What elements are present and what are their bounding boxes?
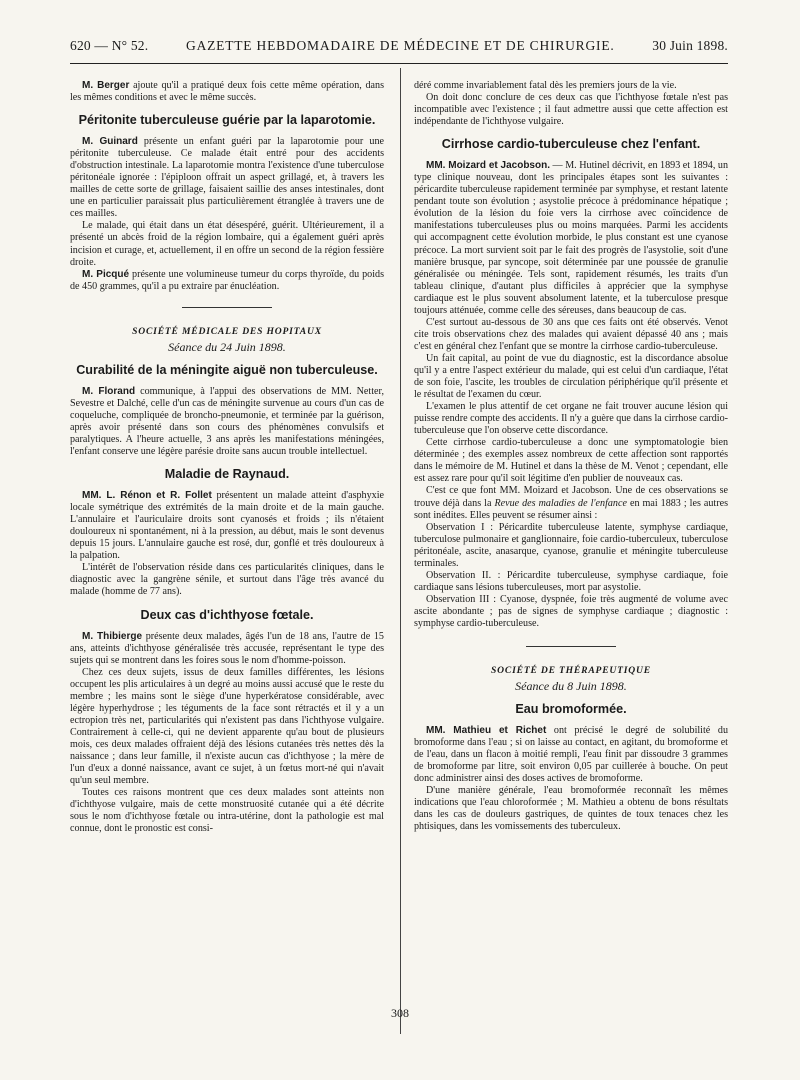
paragraph: C'est surtout au-dessous de 30 ans que ces faits ont été observés. Venot cite trois observations chez des malades qui avaient dépassé 40 ans ; mais c'est en général chez l'enfant que se montre la cirrhose cardio-tuberculeuse.	[414, 316, 728, 352]
section-title-ichthyose: Deux cas d'ichthyose fœtale.	[140, 607, 314, 622]
observation-3: Observation III : Cyanose, dyspnée, foie très augmenté de volume avec ascite abondante ; pas de signes de symphyse cardiaque ; diagnostic : symphyse cardio-tuberculeuse.	[414, 593, 728, 629]
journal-reference: Revue des maladies de l'enfance	[494, 497, 627, 509]
right-column	[414, 80, 728, 834]
paragraph: L'examen le plus attentif de cet organe ne fait trouver aucune lésion qui puisse rendre compte des accidents. Il n'y a guère que dans la cirrhose cardio-tuberculeuse que l'on observe cette discordance.	[414, 401, 728, 437]
paragraph: Un fait capital, au point de vue du diagnostic, est la discordance absolue qu'il y a entre l'aspect extérieur du malade, qui est celui d'un cardiaque, l'état de son foie, l'ascite, les troubles de circulation périphérique qu'il présente et le résultat de l'examen du cœur.	[414, 352, 728, 401]
observation-2: Observation II. : Péricardite tuberculeuse, symphyse cardiaque, foie cardiaque sans lésions tuberculeuses, mort par asystolie.	[414, 569, 728, 593]
paragraph: C'est ce que font MM. Moizard et Jacobson. Une de ces observations se trouve déjà dans la Revue des maladies de l'enfance en mai 1883 ; les autres sont inédites. Elles peuvent se résumer ainsi :	[414, 485, 729, 521]
section-title-raynaud: Maladie de Raynaud.	[164, 467, 290, 482]
header-rule	[70, 63, 728, 64]
berger-paragraph: M. Berger ajoute qu'il a pratiqué deux fois cette même opération, dans les mêmes conditions et avec le même succès.	[70, 80, 385, 104]
page-number: 308	[391, 1006, 409, 1020]
speaker-name: M. Picqué	[82, 268, 130, 280]
section-title-meningite: Curabilité de la méningite aiguë non tuberculeuse.	[76, 362, 378, 377]
session-date: Séance du 8 Juin 1898.	[515, 679, 627, 694]
column-divider	[400, 68, 401, 1034]
society-heading: SOCIÉTÉ DE THÉRAPEUTIQUE	[491, 665, 651, 677]
paragraph: Cette cirrhose cardio-tuberculeuse a donc une symptomatologie bien déterminée ; des exemples assez nombreux de cette affection sont rapportés dans le mémoire de M. Hutinel et dans la thèse de M. Venot ; cependant, elle est assez rare pour qu'il soit légitime d'en publier de nouveaux cas.	[414, 437, 728, 485]
speaker-name: MM. Mathieu et Richet	[426, 725, 547, 737]
header-date: 30 Juin 1898.	[652, 38, 728, 53]
paragraph: MM. L. Rénon et R. Follet présentent un malade atteint d'asphyxie locale symétrique des extrémités de la main droite et de la main gauche. L'annulaire et l'auriculaire droits sont cyanosés et froids ; ils n'étaient douloureux ni spontanément, ni à la pression, au début, mais le sont devenus depuis 15 jours. L'annulaire gauche est rosé, dur, gonflé et très douloureux à la palpation.	[70, 490, 384, 562]
speaker-name: M. Guinard	[82, 136, 138, 148]
paragraph: MM. Mathieu et Richet ont précisé le degré de solubilité du bromoforme dans l'eau ; si on laisse au contact, en agitant, du bromoforme et de l'eau, dans un flacon à moitié rempli, l'eau finit par dissoudre 3 grammes de bromoforme par litre, soit environ 0,05 par cuillerée à bouche. On peut donc administrer ainsi des doses actives de bromoforme.	[414, 725, 728, 785]
paragraph: L'intérêt de l'observation réside dans ces particularités cliniques, dans le diagnostic avec la gangrène sénile, et surtout dans l'âge très avancé du malade (homme de 77 ans).	[70, 562, 384, 598]
paragraph: Toutes ces raisons montrent que ces deux malades sont atteints non d'ichthyose vulgaire, mais de cette monstruosité cutanée qui a été décrite sous le nom d'ichthyose fœtale ou intra-utérine, dont la pathologie est mal connue, dont le pronostic est consi-	[70, 787, 384, 835]
speaker-name: M. Thibierge	[82, 630, 143, 642]
paragraph: M. Picqué présente une volumineuse tumeur du corps thyroïde, du poids de 450 grammes, qu'il a pu extraire par énucléation.	[70, 268, 384, 292]
paragraph: Chez ces deux sujets, issus de deux familles différentes, les lésions occupent les plis articulaires à un degré au moins aussi accusé que le reste du membre ; les mains sont le siège d'une hyperkératose considérable, avec légère hyperhydrose ; les téguments de la face sont rétractés et il y a un ectropion très net, particularités qui n'existent pas dans l'ichthyose vulgaire. Contrairement à celle-ci, qui ne devient apparente qu'au bout de plusieurs mois, ces deux malades offraient déjà des lésions cutanées très nettes dès la naissance ; dans leur famille, il n'existe aucun cas d'ichthyose ; la mère de l'un d'eux a donné naissance, avant ce sujet, à un fœtus mort-né qui n'avait qu'un seul membre.	[70, 666, 384, 787]
paragraph: Le malade, qui était dans un état désespéré, guérit. Ultérieurement, il a présenté un abcès froid de la région lombaire, qui a également guéri après incision et curage, et, actuellement, il en offre un second de la région fessière droite.	[70, 220, 384, 268]
paragraph: MM. Moizard et Jacobson. — M. Hutinel décrivit, en 1893 et 1894, un type clinique nouveau, dont les principales étapes sont les suivantes : péricardite tuberculeuse rapidement terminée par symphyse, et restant latente pendant toute son évolution ; asystolie précoce à prédominance hépatique ; évolution de la lésion du foie vers la cirrhose avec coïncidence de manifestations tuberculeuses plus ou moins marquées. Parmi les accidents qui accompagnent cette évolution morbide, le plus constant est une cyanose précoce. La mort survient soit par le fait des progrès de l'asystolie, soit d'une manière brusque, par syncope, soit déterminée par une poussée de granulie généralisée ou méningée. Tels sont, rapidement résumés, les traits d'un tableau clinique, d'autant plus difficiles à apprécier que la symphyse cardiaque est le plus souvent absolument latente, et la tuberculose presque toujours atténuée, comme celle des séreuses, dans beaucoup de cas.	[414, 160, 728, 316]
paragraph: M. Thibierge présente deux malades, âgés l'un de 18 ans, l'autre de 15 ans, atteints d'ichthyose généralisée très accusée, représentant le type des sujets qui se montrent dans les foires sous le nom d'homme-poisson.	[70, 630, 384, 666]
running-header	[70, 38, 728, 58]
section-separator	[182, 307, 272, 308]
section-title-peritonite: Péritonite tuberculeuse guérie par la laparotomie.	[78, 113, 376, 128]
speaker-name: MM. Moizard et Jacobson.	[426, 160, 550, 172]
society-heading: SOCIÉTÉ MÉDICALE DES HOPITAUX	[132, 325, 322, 337]
paragraph: M. Guinard présente un enfant guéri par la laparotomie pour une péritonite tuberculeuse. Ce malade était entré pour des accidents d'obstruction intestinale. La laparotomie montra l'existence d'une tuberculose péritonéale ignorée : l'épiploon offrait un aspect grillagé, et, à travers les mailles de cette sorte de grillage, faisaient saillie des anses intestinales, dont une en particulier paraissait plus particulièrement étranglée à travers une de ces mailles.	[70, 136, 384, 220]
section-title-eau: Eau bromoformée.	[515, 702, 627, 717]
paragraph: déré comme invariablement fatal dès les premiers jours de la vie.	[414, 80, 677, 91]
speaker-name: M. Berger	[82, 80, 130, 91]
header-issue: 620 — N° 52.	[70, 38, 149, 53]
left-column	[70, 80, 384, 835]
paragraph: D'une manière générale, l'eau bromoformée reconnaît les mêmes indications que l'eau chloroformée ; M. Mathieu a obtenu de bons résultats dans les cas de douleurs gastriques, de quintes de toux tenaces chez les phtisiques, dans les vomissements des tuberculeux.	[414, 785, 728, 833]
observation-1: Observation I : Péricardite tuberculeuse latente, symphyse cardiaque, tuberculose pulmonaire et ganglionnaire, foie cardio-tuberculeux, tuberculose péritonéale, ascite, anasarque, cyanose, granulie et méningite tuberculeuse terminales.	[414, 521, 728, 569]
section-separator	[526, 646, 616, 647]
paragraph: On doit donc conclure de ces deux cas que l'ichthyose fœtale n'est pas incompatible avec l'existence ; il faut admettre aussi que cette affection est indépendante de l'ichthyose vulgaire.	[414, 92, 728, 128]
paragraph: M. Florand communique, à l'appui des observations de MM. Netter, Sevestre et Dalché, celle d'un cas de méningite survenue au cours d'un cas de coqueluche, compliquée de broncho-pneumonie, et terminée par la guérison, après avoir présenté dans son cours des phénomènes convulsifs et paralytiques. A l'heure actuelle, 3 ans après les manifestations méningées, l'enfant conserve une légère parésie droite sans aucun trouble intellectuel.	[70, 385, 384, 458]
header-journal-title: GAZETTE HEBDOMADAIRE DE MÉDECINE ET DE CHIRURGIE.	[186, 38, 615, 53]
section-title-cirrhose: Cirrhose cardio-tuberculeuse chez l'enfant.	[441, 137, 701, 152]
speaker-name: MM. L. Rénon et R. Follet	[82, 490, 212, 502]
speaker-name: M. Florand	[82, 385, 136, 397]
session-date: Séance du 24 Juin 1898.	[168, 339, 286, 354]
